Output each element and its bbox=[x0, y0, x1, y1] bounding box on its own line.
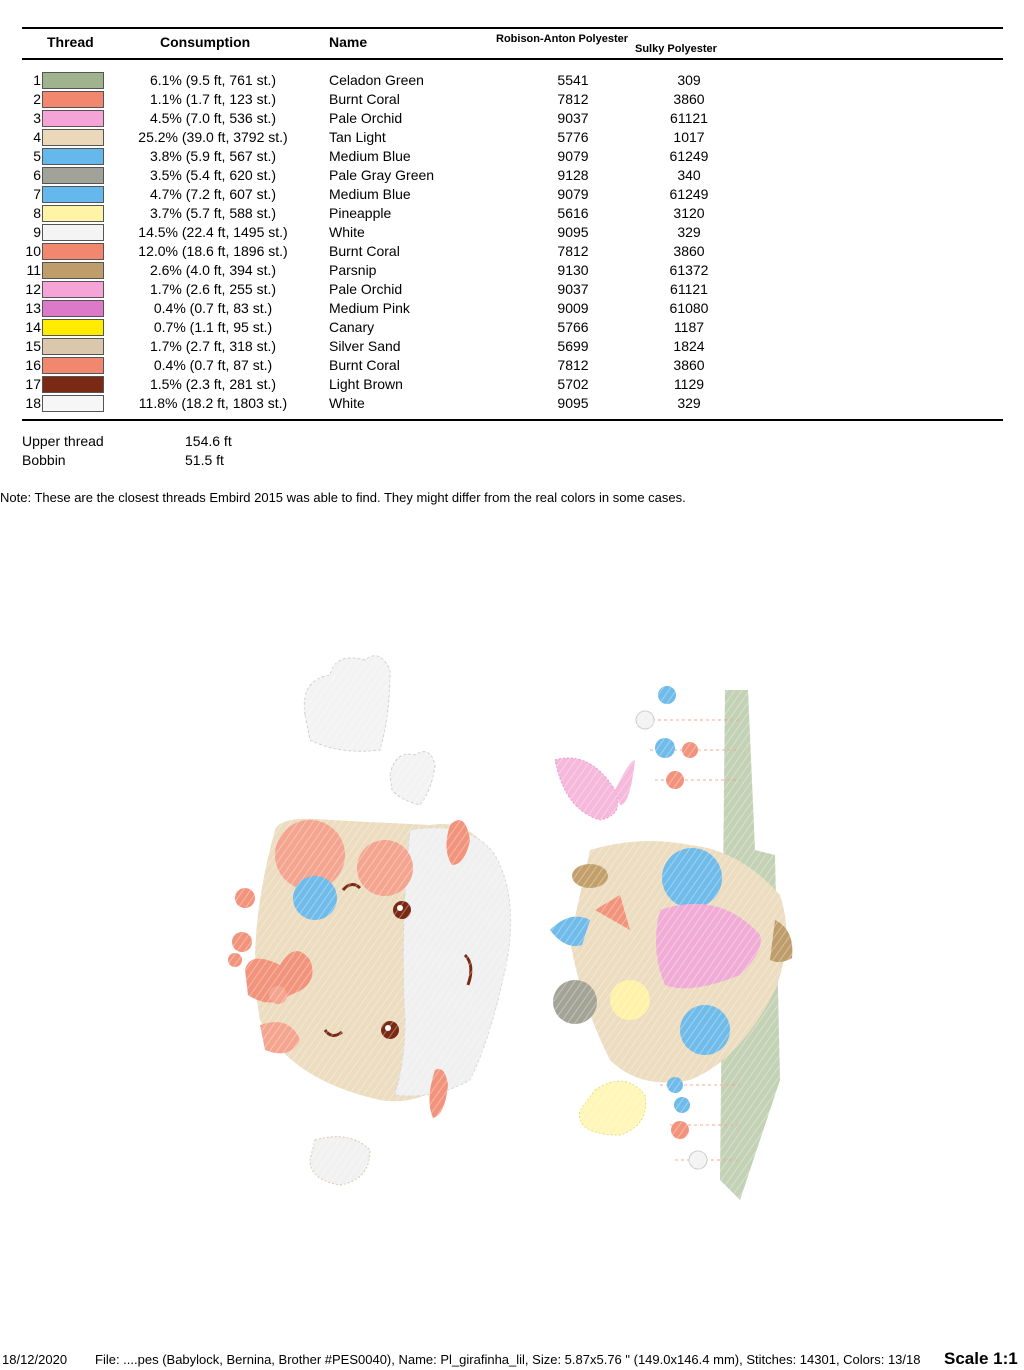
thread-note: Note: These are the closest threads Embird 2015 was able to find. They might differ from the real colors in some cases. bbox=[0, 490, 686, 505]
thread-consumption: 25.2% (39.0 ft, 3792 st.) bbox=[138, 129, 288, 145]
thread-consumption: 11.8% (18.2 ft, 1803 st.) bbox=[138, 395, 288, 411]
thread-consumption: 0.4% (0.7 ft, 83 st.) bbox=[153, 300, 273, 316]
thread-consumption: 6.1% (9.5 ft, 761 st.) bbox=[149, 72, 277, 88]
header-robison-anton: Robison-Anton Polyester bbox=[496, 33, 629, 45]
thread-consumption: 4.5% (7.0 ft, 536 st.) bbox=[149, 110, 277, 126]
sulky-code: 61372 bbox=[669, 262, 709, 278]
embroidery-giraffe-illustration bbox=[220, 640, 820, 1220]
table-row bbox=[0, 185, 1024, 204]
thread-number: 15 bbox=[25, 338, 41, 354]
color-swatch bbox=[42, 224, 104, 241]
thread-number: 6 bbox=[33, 167, 41, 183]
sulky-code: 61249 bbox=[669, 148, 709, 164]
robison-anton-code: 5616 bbox=[557, 205, 589, 221]
table-row bbox=[0, 204, 1024, 223]
color-swatch bbox=[42, 338, 104, 355]
thread-name: Burnt Coral bbox=[329, 243, 400, 259]
thread-name: Parsnip bbox=[329, 262, 377, 278]
table-top-rule bbox=[22, 27, 1003, 29]
thread-name: Pale Orchid bbox=[329, 110, 403, 126]
thread-name: Celadon Green bbox=[329, 72, 424, 88]
robison-anton-code: 9079 bbox=[557, 148, 589, 164]
robison-anton-code: 5766 bbox=[557, 319, 589, 335]
color-swatch bbox=[42, 205, 104, 222]
sulky-code: 3860 bbox=[673, 91, 705, 107]
table-row bbox=[0, 223, 1024, 242]
robison-anton-code: 7812 bbox=[557, 243, 589, 259]
header-bottom-rule bbox=[22, 58, 1003, 60]
thread-consumption: 3.5% (5.4 ft, 620 st.) bbox=[149, 167, 277, 183]
table-row bbox=[0, 280, 1024, 299]
thread-name: Tan Light bbox=[329, 129, 386, 145]
table-row bbox=[0, 90, 1024, 109]
table-row bbox=[0, 318, 1024, 337]
robison-anton-code: 7812 bbox=[557, 357, 589, 373]
sulky-code: 1824 bbox=[673, 338, 705, 354]
color-swatch bbox=[42, 110, 104, 127]
thread-name: Canary bbox=[329, 319, 375, 335]
sulky-code: 61121 bbox=[670, 110, 708, 126]
thread-consumption: 1.1% (1.7 ft, 123 st.) bbox=[149, 91, 277, 107]
thread-number: 11 bbox=[26, 262, 41, 278]
sulky-code: 329 bbox=[677, 395, 701, 411]
sulky-code: 3120 bbox=[673, 205, 705, 221]
robison-anton-code: 9095 bbox=[557, 224, 589, 240]
thread-number: 8 bbox=[33, 205, 41, 221]
sulky-code: 1017 bbox=[673, 129, 705, 145]
thread-consumption: 4.7% (7.2 ft, 607 st.) bbox=[149, 186, 277, 202]
thread-number: 12 bbox=[25, 281, 41, 297]
header-sulky: Sulky Polyester bbox=[635, 43, 717, 55]
thread-name: White bbox=[329, 395, 365, 411]
thread-number: 18 bbox=[25, 395, 41, 411]
color-swatch bbox=[42, 395, 104, 412]
sulky-code: 3860 bbox=[673, 357, 705, 373]
color-swatch bbox=[42, 319, 104, 336]
thread-number: 13 bbox=[25, 300, 41, 316]
thread-name: White bbox=[329, 224, 365, 240]
thread-name: Medium Blue bbox=[329, 186, 411, 202]
thread-consumption: 3.8% (5.9 ft, 567 st.) bbox=[149, 148, 277, 164]
color-swatch bbox=[42, 148, 104, 165]
robison-anton-code: 9095 bbox=[557, 395, 589, 411]
color-swatch bbox=[42, 281, 104, 298]
header-thread: Thread bbox=[47, 34, 94, 50]
thread-consumption: 12.0% (18.6 ft, 1896 st.) bbox=[138, 243, 288, 259]
table-row bbox=[0, 337, 1024, 356]
sulky-code: 1129 bbox=[673, 376, 705, 392]
thread-consumption: 2.6% (4.0 ft, 394 st.) bbox=[149, 262, 277, 278]
header-name: Name bbox=[329, 34, 368, 50]
robison-anton-code: 9079 bbox=[557, 186, 589, 202]
bobbin-value: 51.5 ft bbox=[185, 452, 224, 468]
thread-consumption: 3.7% (5.7 ft, 588 st.) bbox=[149, 205, 277, 221]
thread-number: 7 bbox=[33, 186, 41, 202]
header-consumption: Consumption bbox=[160, 34, 251, 50]
color-swatch bbox=[42, 243, 104, 260]
sulky-code: 61121 bbox=[670, 281, 708, 297]
thread-name: Pineapple bbox=[329, 205, 392, 221]
footer-date: 18/12/2020 bbox=[2, 1352, 68, 1367]
color-swatch bbox=[42, 186, 104, 203]
thread-number: 2 bbox=[33, 91, 41, 107]
color-swatch bbox=[42, 72, 104, 89]
upper-thread-value: 154.6 ft bbox=[185, 433, 232, 449]
sulky-code: 309 bbox=[677, 72, 701, 88]
thread-name: Silver Sand bbox=[329, 338, 401, 354]
thread-number: 4 bbox=[33, 129, 41, 145]
color-swatch bbox=[42, 129, 104, 146]
bobbin-label: Bobbin bbox=[22, 452, 66, 468]
sulky-code: 1187 bbox=[673, 319, 705, 335]
footer-file-info: File: ....pes (Babylock, Bernina, Brother #PES0040), Name: Pl_girafinha_lil, Size: 5.87x5.76 " (149.0x146.4 mm), Stitches: 14301, Colors: 13/18 bbox=[95, 1352, 921, 1367]
thread-consumption: 1.7% (2.6 ft, 255 st.) bbox=[149, 281, 277, 297]
thread-name: Pale Orchid bbox=[329, 281, 403, 297]
color-swatch bbox=[42, 357, 104, 374]
thread-consumption: 1.7% (2.7 ft, 318 st.) bbox=[149, 338, 277, 354]
thread-number: 3 bbox=[33, 110, 41, 126]
thread-number: 10 bbox=[25, 243, 41, 259]
robison-anton-code: 5541 bbox=[557, 72, 589, 88]
thread-consumption: 14.5% (22.4 ft, 1495 st.) bbox=[138, 224, 288, 240]
thread-name: Light Brown bbox=[329, 376, 403, 392]
table-bottom-rule bbox=[22, 419, 1003, 421]
thread-name: Pale Gray Green bbox=[329, 167, 435, 183]
thread-consumption: 1.5% (2.3 ft, 281 st.) bbox=[149, 376, 277, 392]
color-swatch bbox=[42, 300, 104, 317]
sulky-code: 329 bbox=[677, 224, 701, 240]
table-row bbox=[0, 394, 1024, 413]
thread-number: 1 bbox=[33, 72, 41, 88]
robison-anton-code: 5776 bbox=[557, 129, 589, 145]
footer-scale: Scale 1:1 bbox=[944, 1349, 1018, 1368]
table-row bbox=[0, 166, 1024, 185]
table-row bbox=[0, 299, 1024, 318]
thread-number: 16 bbox=[25, 357, 41, 373]
robison-anton-code: 9130 bbox=[557, 262, 589, 278]
robison-anton-code: 7812 bbox=[557, 91, 589, 107]
thread-number: 14 bbox=[25, 319, 41, 335]
thread-name: Medium Blue bbox=[329, 148, 411, 164]
thread-number: 5 bbox=[33, 148, 41, 164]
table-row bbox=[0, 356, 1024, 375]
thread-name: Medium Pink bbox=[329, 300, 410, 316]
robison-anton-code: 9009 bbox=[557, 300, 589, 316]
robison-anton-code: 9128 bbox=[557, 167, 589, 183]
color-swatch bbox=[42, 376, 104, 393]
sulky-code: 61249 bbox=[669, 186, 709, 202]
table-row bbox=[0, 128, 1024, 147]
robison-anton-code: 5702 bbox=[557, 376, 589, 392]
thread-number: 9 bbox=[33, 224, 41, 240]
table-row bbox=[0, 109, 1024, 128]
robison-anton-code: 9037 bbox=[557, 110, 589, 126]
sulky-code: 3860 bbox=[673, 243, 705, 259]
robison-anton-code: 9037 bbox=[557, 281, 589, 297]
thread-consumption: 0.4% (0.7 ft, 87 st.) bbox=[153, 357, 273, 373]
sulky-code: 61080 bbox=[669, 300, 709, 316]
robison-anton-code: 5699 bbox=[557, 338, 589, 354]
thread-name: Burnt Coral bbox=[329, 357, 400, 373]
thread-name: Burnt Coral bbox=[329, 91, 400, 107]
thread-number: 17 bbox=[25, 376, 41, 392]
color-swatch bbox=[42, 262, 104, 279]
color-swatch bbox=[42, 91, 104, 108]
table-row bbox=[0, 147, 1024, 166]
table-row bbox=[0, 242, 1024, 261]
table-row bbox=[0, 71, 1024, 90]
table-row bbox=[0, 261, 1024, 280]
table-row bbox=[0, 375, 1024, 394]
upper-thread-label: Upper thread bbox=[22, 433, 104, 449]
thread-consumption: 0.7% (1.1 ft, 95 st.) bbox=[153, 319, 273, 335]
sulky-code: 340 bbox=[677, 167, 701, 183]
color-swatch bbox=[42, 167, 104, 184]
